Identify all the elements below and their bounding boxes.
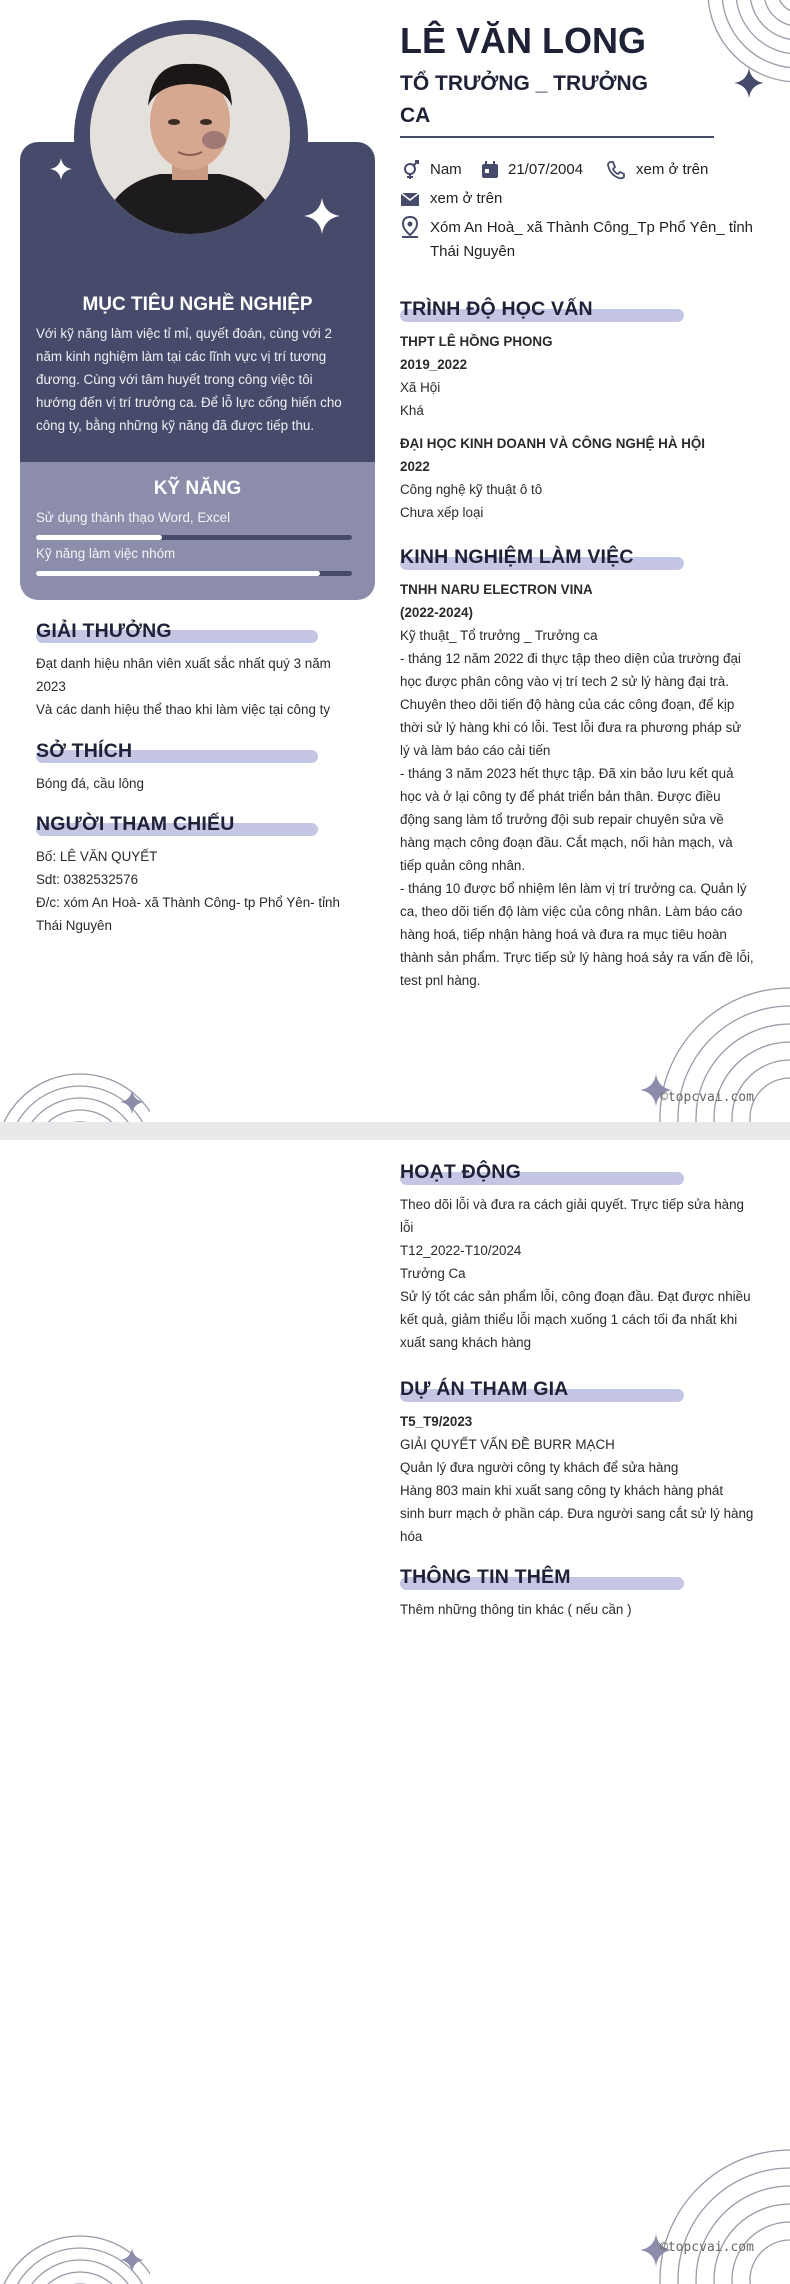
company-name: TNHH NARU ELECTRON VINA <box>400 582 593 597</box>
reference-line: Sdt: 0382532576 <box>36 872 139 887</box>
gender-icon <box>400 160 420 180</box>
work-period: (2022-2024) <box>400 605 473 620</box>
sparkle-icon <box>304 198 340 234</box>
references-text <box>36 845 358 937</box>
skills-card <box>20 462 375 600</box>
sparkle-icon <box>734 68 764 98</box>
school-grade: Khá <box>400 403 424 418</box>
awards-text <box>36 652 358 721</box>
phone-icon <box>606 160 626 180</box>
project-line: Hàng 803 main khi xuất sang công ty khách hàng phát <box>400 1483 724 1498</box>
experience-line: - tháng 10 được bổ nhiệm lên làm vị trí trưởng ca. Quản lý <box>400 881 747 896</box>
experience-line: học được phân công vào vị trí tech 2 sử lý hàng đại trà. <box>400 674 729 689</box>
objective-text <box>36 322 359 437</box>
experience-line: - tháng 3 năm 2023 hết thực tập. Đã xin bảo lưu kết quả <box>400 766 734 781</box>
skill-label: Sử dụng thành thạo Word, Excel <box>36 510 231 525</box>
activity-line: T12_2022-T10/2024 <box>400 1243 522 1258</box>
mail-icon <box>400 189 420 209</box>
experience-line: tiếp quản công nhân. <box>400 858 526 873</box>
activities-title: HOẠT ĐỘNG <box>400 1161 521 1183</box>
school-major: Công nghệ kỹ thuật ô tô <box>400 482 543 497</box>
watermark-text: ©topcvai.com <box>660 2240 754 2255</box>
calendar-icon <box>480 160 500 180</box>
objective-line: Với kỹ năng làm việc tỉ mỉ, quyết đoán, cùng với 2 <box>36 326 332 341</box>
activities-text <box>400 1193 762 1354</box>
education-title: TRÌNH ĐỘ HỌC VẤN <box>400 298 593 320</box>
school-grade: Chưa xếp loại <box>400 505 484 520</box>
extra-text: Thêm những thông tin khác ( nếu cần ) <box>400 1602 632 1617</box>
experience-line: hàng mạch công đoạn đầu. Cắt mạch, nối hàn mạch, và <box>400 835 733 850</box>
project-line: Quản lý đưa người công ty khách để sửa hàng <box>400 1460 679 1475</box>
objective-line: công ty, bằng những kỹ năng đã được tiếp thu. <box>36 418 315 433</box>
references-title: NGƯỜI THAM CHIẾU <box>36 813 235 835</box>
reference-line: Đ/c: xóm An Hoà- xã Thành Công- tp Phổ Yên- tỉnh <box>36 895 340 910</box>
projects-text <box>400 1410 762 1548</box>
hobbies-title: SỞ THÍCH <box>36 740 133 762</box>
experience-title: KINH NGHIỆM LÀM VIỆC <box>400 546 634 568</box>
experience-line: Chuyên theo dõi tiến độ hàng của các công đoạn, để kịp <box>400 697 735 712</box>
objective-line: năm kinh nghiệm làm tại các lĩnh vực vị trí tương <box>36 349 327 364</box>
role-line: CA <box>400 104 431 127</box>
school-name: ĐẠI HỌC KINH DOANH VÀ CÔNG NGHỆ HÀ HỘI <box>400 436 706 451</box>
project-period: T5_T9/2023 <box>400 1414 473 1429</box>
role-line: TỔ TRƯỞNG _ TRƯỞNG <box>400 72 649 95</box>
project-line: GIẢI QUYẾT VẤN ĐỀ BURR MẠCH <box>400 1437 615 1452</box>
school-major: Xã Hội <box>400 380 441 395</box>
objective-title: MỤC TIÊU NGHỀ NGHIỆP <box>82 294 313 315</box>
watermark-text: ©topcvai.com <box>660 1090 754 1105</box>
awards-line: Đạt danh hiệu nhân viên xuất sắc nhất quý 3 năm <box>36 656 331 671</box>
activity-line: lỗi <box>400 1220 414 1235</box>
skill-fill <box>36 535 162 540</box>
project-line: sinh burr mạch ở phần cáp. Đưa người sang cắt sử lý hàng <box>400 1506 754 1521</box>
location-icon <box>400 216 420 238</box>
experience-line: - tháng 12 năm 2022 đi thực tập theo diện của trường đại <box>400 651 741 666</box>
experience-line: ca, theo dõi tiến độ làm việc của công nhân. Làm báo cáo <box>400 904 743 919</box>
experience-line: lý và làm báo cáo cải tiến <box>400 743 551 758</box>
experience-line: thời sử lý hàng khi có lỗi. Test lỗi đưa ra phương pháp sử <box>400 720 742 735</box>
education-list <box>400 330 770 524</box>
activity-line: Theo dõi lỗi và đưa ra cách giải quyết. Trực tiếp sửa hàng <box>400 1197 744 1212</box>
avatar <box>90 34 290 234</box>
work-position: Kỹ thuật_ Tổ trưởng _ Trưởng ca <box>400 628 598 643</box>
activity-line: kết quả, giảm thiểu lỗi mạch xuống 1 cách tối đa nhất khi <box>400 1312 738 1327</box>
experience-line: thành sản phẩm. Trực tiếp sử lý hàng hoá sảy ra vấn đề lỗi, <box>400 950 754 965</box>
candidate-role <box>400 68 660 132</box>
activity-line: Trưởng Ca <box>400 1266 466 1281</box>
hobbies-text: Bóng đá, cầu lông <box>36 776 144 791</box>
reference-line: Thái Nguyên <box>36 918 112 933</box>
gender-text: Nam <box>430 161 462 178</box>
awards-line: Và các danh hiệu thể thao khi làm việc tại công ty <box>36 702 331 717</box>
objective-line: hướng đến vị trí trưởng ca. Để lỗ lực cống hiến cho <box>36 395 342 410</box>
skills-title: KỸ NĂNG <box>153 478 242 499</box>
address-line: Xóm An Hoà_ xã Thành Công_Tp Phổ Yên_ tỉnh <box>430 219 754 236</box>
address-text <box>430 216 770 264</box>
sparkle-icon <box>120 1090 144 1114</box>
activity-line: Sử lý tốt các sản phẩm lỗi, công đoạn đầu. Đạt được nhiều <box>400 1289 751 1304</box>
cv-page-1 <box>0 0 790 1122</box>
header-divider <box>400 136 714 138</box>
skill-bar <box>36 535 352 540</box>
skill-fill <box>36 571 320 576</box>
candidate-name: LÊ VĂN LONG <box>400 20 647 61</box>
experience-line: hàng hoá, tiếp nhận hàng hoá và đưa ra mục tiêu hoàn <box>400 927 727 942</box>
skill-label: Kỹ năng làm việc nhóm <box>36 546 176 561</box>
experience-line: học và ở lại công ty để phát triển bản thân. Được điều <box>400 789 721 804</box>
reference-line: Bố: LÊ VĂN QUYẾT <box>36 849 158 864</box>
sparkle-icon <box>120 2248 144 2272</box>
experience-text <box>400 578 762 992</box>
projects-title: DỰ ÁN THAM GIA <box>400 1378 569 1400</box>
awards-line: 2023 <box>36 679 66 694</box>
extra-title: THÔNG TIN THÊM <box>400 1566 571 1588</box>
phone-text: xem ở trên <box>636 161 709 178</box>
email-text: xem ở trên <box>430 190 503 207</box>
experience-line: động sang làm tổ trưởng đội sub repair chuyên sửa về <box>400 812 724 827</box>
activity-line: xuất sang khách hàng <box>400 1335 532 1350</box>
school-period: 2022 <box>400 459 430 474</box>
address-line: Thái Nguyên <box>430 243 516 260</box>
portrait-image <box>90 34 290 234</box>
birthday-text: 21/07/2004 <box>508 161 584 178</box>
cv-page-2 <box>0 1140 790 2284</box>
sparkle-icon <box>50 158 72 180</box>
school-period: 2019_2022 <box>400 357 468 372</box>
skill-bar <box>36 571 352 576</box>
awards-title: GIẢI THƯỞNG <box>36 620 172 642</box>
experience-line: test pnl hàng. <box>400 973 481 988</box>
project-line: hóa <box>400 1529 423 1544</box>
objective-line: đương. Cùng với tâm huyết trong công việc tôi <box>36 372 313 387</box>
school-name: THPT LÊ HỒNG PHONG <box>400 334 553 349</box>
